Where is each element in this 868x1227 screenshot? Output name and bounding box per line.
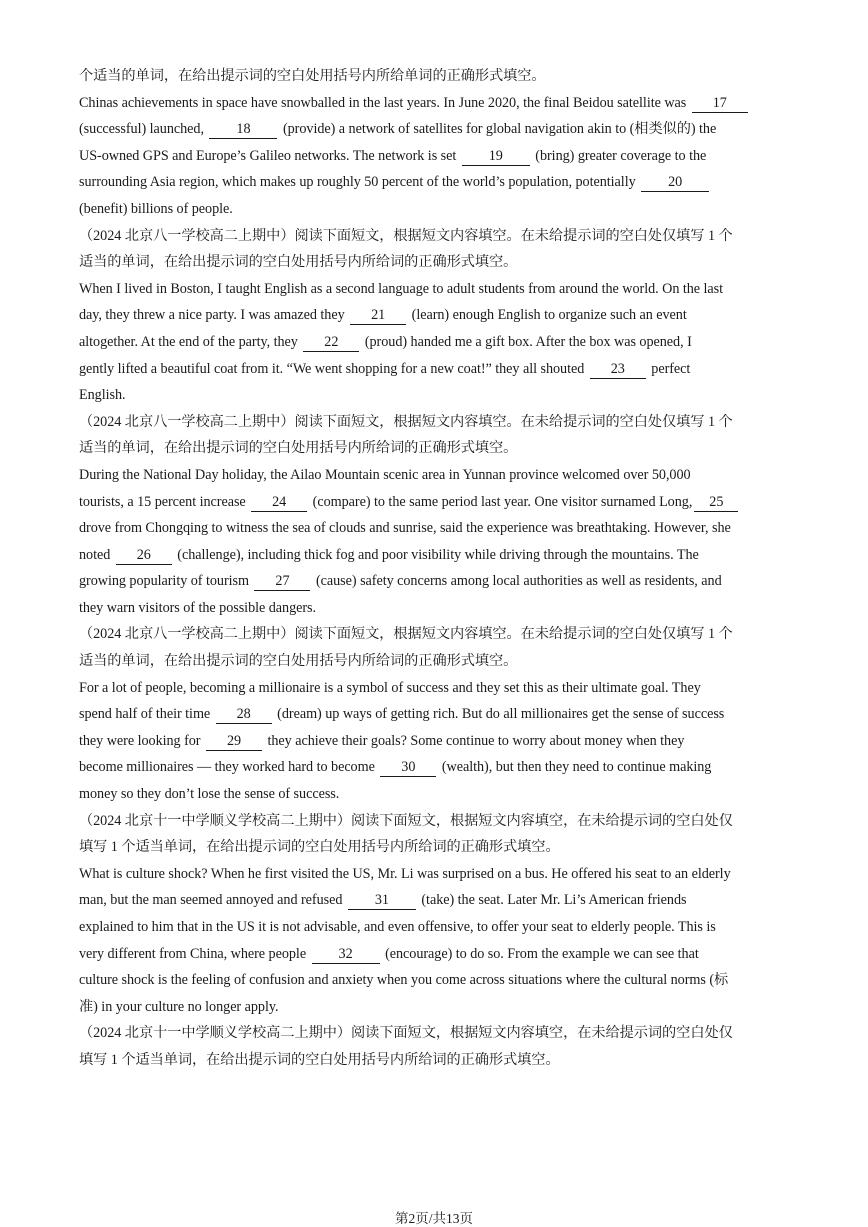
text-line xyxy=(79,781,791,808)
passage-text: gently lifted a beautiful coat from it. “We went shopping for a new coat!” they all shouted xyxy=(79,360,588,377)
instruction-text: （2024 北京十一中学顺义学校高二上期中）阅读下面短文，根据短文内容填空，在未给提示词的空白处仅 xyxy=(79,812,733,829)
answer-blank[interactable]: 27 xyxy=(254,573,310,591)
passage-text: perfect xyxy=(647,360,691,377)
passage-text: (proud) handed me a gift box. After the box was opened, I xyxy=(361,333,692,350)
text-line xyxy=(79,90,791,117)
answer-blank[interactable]: 24 xyxy=(251,494,307,512)
section-header xyxy=(79,223,791,250)
passage-text: (provide) a network of satellites for global navigation akin to (相类似的) the xyxy=(279,121,717,138)
passage-text: (successful) launched, xyxy=(79,121,208,138)
answer-blank[interactable]: 25 xyxy=(694,494,738,512)
answer-blank[interactable]: 21 xyxy=(350,307,406,325)
instruction-text: （2024 北京八一学校高二上期中）阅读下面短文，根据短文内容填空。在未给提示词的空白处仅填写 1 个 xyxy=(79,413,733,430)
passage-text: During the National Day holiday, the Ailao Mountain scenic area in Yunnan province welcomed over 50,000 xyxy=(79,466,691,483)
passage-text: (challenge), including thick fog and poor visibility while driving through the mountains. The xyxy=(173,546,699,563)
passage-text: spend half of their time xyxy=(79,706,214,723)
passage-text: When I lived in Boston, I taught English as a second language to adult students from around the world. On the last xyxy=(79,280,724,297)
passage-text: Chinas achievements in space have snowballed in the last years. In June 2020, the final Beidou satellite was xyxy=(79,94,690,111)
passage-text: (dream) up ways of getting rich. But do all millionaires get the sense of success xyxy=(273,706,725,723)
section-header xyxy=(79,249,791,276)
page-number: 第2页/共13页 xyxy=(394,1211,473,1226)
section-header xyxy=(79,435,791,462)
section-header xyxy=(79,621,791,648)
passage-text: For a lot of people, becoming a millionaire is a symbol of success and they set this as their ultimate goal. They xyxy=(79,679,701,696)
passage-text: (wealth), but then they need to continue making xyxy=(438,759,712,776)
instruction-text: 适当的单词，在给出提示词的空白处用括号内所给词的正确形式填空。 xyxy=(79,254,518,271)
answer-blank[interactable]: 26 xyxy=(116,547,172,565)
text-line xyxy=(79,967,791,994)
passage-text: drove from Chongqing to witness the sea of clouds and sunrise, said the experience was breathtaking. However, she xyxy=(79,520,731,537)
answer-blank[interactable]: 22 xyxy=(303,334,359,352)
passage-text: they achieve their goals? Some continue to worry about money when they xyxy=(263,732,685,749)
text-line xyxy=(79,462,791,489)
passage-text: become millionaires — they worked hard to become xyxy=(79,759,379,776)
text-line xyxy=(79,595,791,622)
answer-blank[interactable]: 32 xyxy=(312,946,380,964)
text-line xyxy=(79,63,791,90)
section-header xyxy=(79,409,791,436)
passage-text: (encourage) to do so. From the example we can see that xyxy=(381,945,699,962)
section-header xyxy=(79,1047,791,1074)
passage-text: (take) the seat. Later Mr. Li’s American friends xyxy=(417,892,687,909)
instruction-text: （2024 北京十一中学顺义学校高二上期中）阅读下面短文，根据短文内容填空，在未给提示词的空白处仅 xyxy=(79,1025,733,1042)
text-line xyxy=(79,542,791,569)
text-line xyxy=(79,116,791,143)
section-header xyxy=(79,834,791,861)
passage-text: (benefit) billions of people. xyxy=(79,200,233,217)
text-line xyxy=(79,675,791,702)
passage-text: surrounding Asia region, which makes up roughly 50 percent of the world’s population, potentially xyxy=(79,174,640,191)
answer-blank[interactable]: 29 xyxy=(206,733,262,751)
passage-text: day, they threw a nice party. I was amazed they xyxy=(79,307,349,324)
passage-text: growing popularity of tourism xyxy=(79,573,253,590)
passage-text: money so they don’t lose the sense of success. xyxy=(79,786,340,803)
text-line xyxy=(79,754,791,781)
instruction-text: （2024 北京八一学校高二上期中）阅读下面短文，根据短文内容填空。在未给提示词的空白处仅填写 1 个 xyxy=(79,626,733,643)
section-header xyxy=(79,808,791,835)
passage-text: What is culture shock? When he first visited the US, Mr. Li was surprised on a bus. He offered his seat to an elderly xyxy=(79,865,731,882)
instruction-text: 适当的单词，在给出提示词的空白处用括号内所给词的正确形式填空。 xyxy=(79,440,518,457)
text-line xyxy=(79,568,791,595)
instruction-text: 填写 1 个适当单词，在给出提示词的空白处用括号内所给词的正确形式填空。 xyxy=(79,1051,560,1068)
answer-blank[interactable]: 17 xyxy=(692,95,748,113)
passage-text: man, but the man seemed annoyed and refused xyxy=(79,892,346,909)
answer-blank[interactable]: 20 xyxy=(641,174,709,192)
passage-text: very different from China, where people xyxy=(79,945,310,962)
answer-blank[interactable]: 31 xyxy=(348,892,416,910)
text-line xyxy=(79,701,791,728)
instruction-text: 适当的单词，在给出提示词的空白处用括号内所给词的正确形式填空。 xyxy=(79,653,518,670)
answer-blank[interactable]: 23 xyxy=(590,361,646,379)
text-line xyxy=(79,994,791,1021)
instruction-text: （2024 北京八一学校高二上期中）阅读下面短文，根据短文内容填空。在未给提示词的空白处仅填写 1 个 xyxy=(79,227,733,244)
text-line xyxy=(79,887,791,914)
text-line xyxy=(79,861,791,888)
text-line xyxy=(79,515,791,542)
text-line xyxy=(79,276,791,303)
document-body xyxy=(79,63,791,1074)
text-line xyxy=(79,941,791,968)
text-line xyxy=(79,143,791,170)
text-line xyxy=(79,169,791,196)
text-line xyxy=(79,728,791,755)
text-line xyxy=(79,329,791,356)
passage-text: explained to him that in the US it is not advisable, and even offensive, to offer your seat to elderly people. This is xyxy=(79,919,716,935)
answer-blank[interactable]: 28 xyxy=(216,706,272,724)
section-header xyxy=(79,1020,791,1047)
instruction-text: 填写 1 个适当单词，在给出提示词的空白处用括号内所给词的正确形式填空。 xyxy=(79,839,560,856)
section-header xyxy=(79,648,791,675)
passage-text: they warn visitors of the possible dangers. xyxy=(79,599,317,616)
text-line xyxy=(79,489,791,516)
text-line xyxy=(79,382,791,409)
text-line xyxy=(79,356,791,383)
passage-text: altogether. At the end of the party, they xyxy=(79,333,302,350)
text-line xyxy=(79,302,791,329)
passage-text: 准) in your culture no longer apply. xyxy=(79,998,279,1015)
text-line xyxy=(79,196,791,223)
answer-blank[interactable]: 19 xyxy=(462,148,530,166)
instruction-text: 个适当的单词，在给出提示词的空白处用括号内所给单词的正确形式填空。 xyxy=(79,68,546,84)
passage-text: they were looking for xyxy=(79,732,204,749)
answer-blank[interactable]: 30 xyxy=(380,759,436,777)
passage-text: English. xyxy=(79,387,126,404)
text-line xyxy=(79,914,791,941)
passage-text: US-owned GPS and Europe’s Galileo networks. The network is set xyxy=(79,147,460,164)
passage-text: (learn) enough English to organize such an event xyxy=(408,307,687,324)
passage-text: tourists, a 15 percent increase xyxy=(79,493,250,510)
answer-blank[interactable]: 18 xyxy=(209,121,277,139)
passage-text: (cause) safety concerns among local authorities as well as residents, and xyxy=(312,573,722,590)
passage-text: culture shock is the feeling of confusion and anxiety when you come across situations where the cultural norms (标 xyxy=(79,972,729,989)
passage-text: (bring) greater coverage to the xyxy=(531,147,707,164)
passage-text: noted xyxy=(79,546,114,563)
passage-text: (compare) to the same period last year. One visitor surnamed Long, xyxy=(309,493,693,510)
